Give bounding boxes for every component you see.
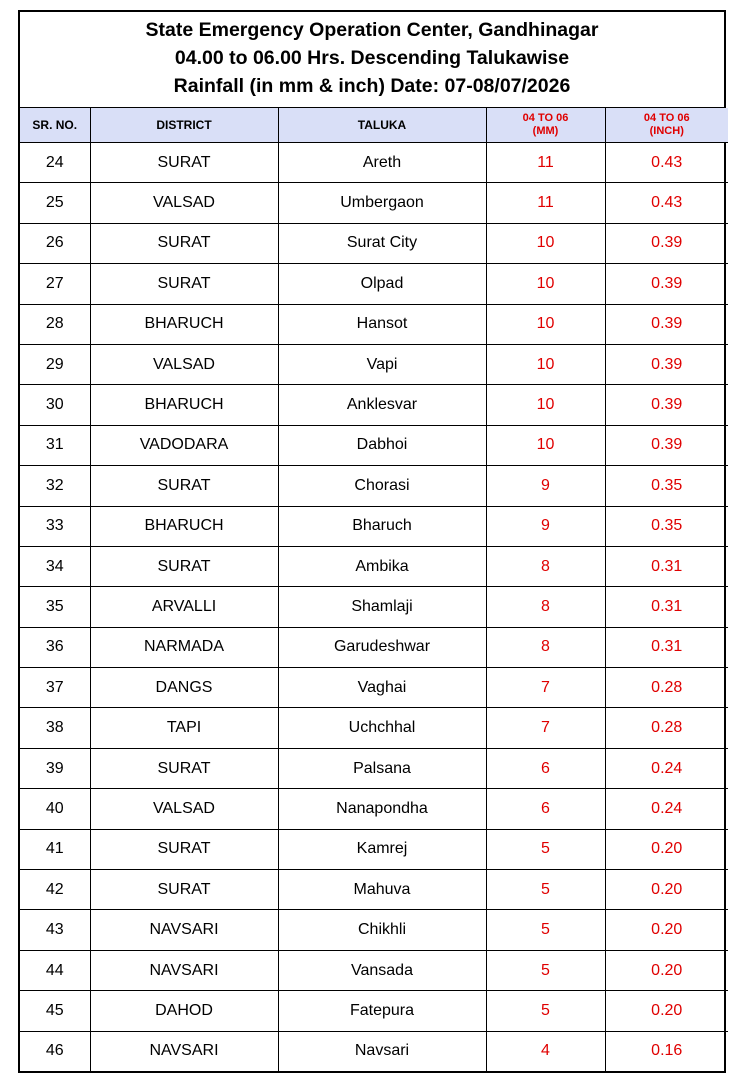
table-row <box>20 425 728 465</box>
header-taluka: TALUKA <box>278 108 486 143</box>
cell-rainfall-mm: 9 <box>486 506 605 546</box>
cell-sr-no: 43 <box>20 910 90 950</box>
cell-rainfall-inch: 0.28 <box>605 708 728 748</box>
cell-rainfall-mm: 8 <box>486 587 605 627</box>
cell-district: BHARUCH <box>90 506 278 546</box>
cell-rainfall-mm: 11 <box>486 183 605 223</box>
cell-rainfall-mm: 10 <box>486 425 605 465</box>
cell-district: SURAT <box>90 466 278 506</box>
cell-district: BHARUCH <box>90 385 278 425</box>
table-row <box>20 748 728 788</box>
cell-sr-no: 30 <box>20 385 90 425</box>
cell-taluka: Garudeshwar <box>278 627 486 667</box>
cell-district: VADODARA <box>90 425 278 465</box>
cell-sr-no: 40 <box>20 789 90 829</box>
cell-taluka: Fatepura <box>278 991 486 1031</box>
header-mm-line-1: 04 TO 06 <box>522 112 569 124</box>
cell-taluka: Bharuch <box>278 506 486 546</box>
cell-rainfall-inch: 0.24 <box>605 748 728 788</box>
cell-rainfall-inch: 0.39 <box>605 264 728 304</box>
cell-rainfall-mm: 10 <box>486 264 605 304</box>
cell-taluka: Vapi <box>278 344 486 384</box>
cell-rainfall-mm: 7 <box>486 668 605 708</box>
cell-rainfall-inch: 0.43 <box>605 183 728 223</box>
title-line-3: Rainfall (in mm & inch) Date: 07-08/07/2026 <box>173 75 571 97</box>
cell-taluka: Mahuva <box>278 870 486 910</box>
cell-sr-no: 25 <box>20 183 90 223</box>
table-row <box>20 708 728 748</box>
cell-taluka: Vansada <box>278 950 486 990</box>
table-row <box>20 143 728 183</box>
title-line-2: 04.00 to 06.00 Hrs. Descending Talukawise <box>174 47 570 69</box>
cell-sr-no: 33 <box>20 506 90 546</box>
cell-rainfall-inch: 0.35 <box>605 466 728 506</box>
table-row <box>20 1031 728 1071</box>
rainfall-table <box>20 108 728 1071</box>
cell-rainfall-inch: 0.31 <box>605 546 728 586</box>
title-line-1: State Emergency Operation Center, Gandhinagar <box>145 19 599 41</box>
cell-taluka: Chikhli <box>278 910 486 950</box>
cell-rainfall-inch: 0.20 <box>605 870 728 910</box>
cell-rainfall-mm: 8 <box>486 546 605 586</box>
cell-sr-no: 45 <box>20 991 90 1031</box>
cell-sr-no: 24 <box>20 143 90 183</box>
table-row <box>20 870 728 910</box>
header-inch-line-2: (INCH) <box>649 125 684 137</box>
cell-taluka: Shamlaji <box>278 587 486 627</box>
cell-rainfall-inch: 0.20 <box>605 950 728 990</box>
cell-taluka: Chorasi <box>278 466 486 506</box>
table-row <box>20 183 728 223</box>
cell-rainfall-mm: 5 <box>486 829 605 869</box>
cell-rainfall-inch: 0.39 <box>605 223 728 263</box>
cell-district: BHARUCH <box>90 304 278 344</box>
cell-rainfall-mm: 6 <box>486 748 605 788</box>
cell-district: SURAT <box>90 870 278 910</box>
cell-sr-no: 44 <box>20 950 90 990</box>
table-row <box>20 546 728 586</box>
cell-taluka: Areth <box>278 143 486 183</box>
cell-rainfall-inch: 0.16 <box>605 1031 728 1071</box>
cell-district: NAVSARI <box>90 950 278 990</box>
table-body <box>20 143 728 1071</box>
cell-district: SURAT <box>90 143 278 183</box>
cell-rainfall-mm: 10 <box>486 304 605 344</box>
cell-sr-no: 28 <box>20 304 90 344</box>
cell-sr-no: 46 <box>20 1031 90 1071</box>
cell-sr-no: 31 <box>20 425 90 465</box>
cell-rainfall-inch: 0.43 <box>605 143 728 183</box>
cell-taluka: Anklesvar <box>278 385 486 425</box>
cell-sr-no: 39 <box>20 748 90 788</box>
table-header-row <box>20 108 728 143</box>
cell-rainfall-mm: 10 <box>486 223 605 263</box>
table-row <box>20 223 728 263</box>
cell-rainfall-mm: 7 <box>486 708 605 748</box>
cell-rainfall-inch: 0.35 <box>605 506 728 546</box>
cell-district: SURAT <box>90 748 278 788</box>
cell-rainfall-mm: 8 <box>486 627 605 667</box>
rainfall-report <box>18 10 726 1073</box>
table-row <box>20 466 728 506</box>
header-sr-no: SR. NO. <box>20 108 90 143</box>
cell-taluka: Dabhoi <box>278 425 486 465</box>
cell-district: SURAT <box>90 264 278 304</box>
cell-district: NAVSARI <box>90 910 278 950</box>
table-row <box>20 587 728 627</box>
cell-rainfall-inch: 0.31 <box>605 587 728 627</box>
cell-taluka: Ambika <box>278 546 486 586</box>
table-row <box>20 344 728 384</box>
cell-district: SURAT <box>90 829 278 869</box>
table-row <box>20 264 728 304</box>
cell-taluka: Kamrej <box>278 829 486 869</box>
cell-taluka: Navsari <box>278 1031 486 1071</box>
cell-rainfall-inch: 0.39 <box>605 385 728 425</box>
table-row <box>20 385 728 425</box>
report-title <box>20 12 724 108</box>
cell-taluka: Hansot <box>278 304 486 344</box>
cell-rainfall-mm: 5 <box>486 910 605 950</box>
cell-district: VALSAD <box>90 344 278 384</box>
cell-rainfall-mm: 4 <box>486 1031 605 1071</box>
cell-taluka: Palsana <box>278 748 486 788</box>
cell-district: VALSAD <box>90 789 278 829</box>
cell-taluka: Uchchhal <box>278 708 486 748</box>
cell-sr-no: 35 <box>20 587 90 627</box>
cell-rainfall-mm: 5 <box>486 991 605 1031</box>
cell-taluka: Olpad <box>278 264 486 304</box>
cell-district: SURAT <box>90 223 278 263</box>
cell-taluka: Vaghai <box>278 668 486 708</box>
cell-rainfall-mm: 10 <box>486 344 605 384</box>
cell-sr-no: 37 <box>20 668 90 708</box>
header-inch-line-1: 04 TO 06 <box>643 112 690 124</box>
cell-sr-no: 26 <box>20 223 90 263</box>
header-mm-line-2: (MM) <box>532 125 559 137</box>
cell-district: ARVALLI <box>90 587 278 627</box>
cell-sr-no: 34 <box>20 546 90 586</box>
cell-district: NARMADA <box>90 627 278 667</box>
table-row <box>20 991 728 1031</box>
table-row <box>20 910 728 950</box>
cell-rainfall-inch: 0.39 <box>605 425 728 465</box>
cell-sr-no: 29 <box>20 344 90 384</box>
table-row <box>20 668 728 708</box>
table-row <box>20 789 728 829</box>
cell-taluka: Surat City <box>278 223 486 263</box>
cell-sr-no: 42 <box>20 870 90 910</box>
cell-rainfall-mm: 10 <box>486 385 605 425</box>
cell-rainfall-inch: 0.39 <box>605 304 728 344</box>
cell-district: DANGS <box>90 668 278 708</box>
table-row <box>20 627 728 667</box>
cell-taluka: Nanapondha <box>278 789 486 829</box>
cell-rainfall-mm: 9 <box>486 466 605 506</box>
cell-rainfall-mm: 5 <box>486 870 605 910</box>
cell-sr-no: 27 <box>20 264 90 304</box>
cell-sr-no: 32 <box>20 466 90 506</box>
table-row <box>20 506 728 546</box>
cell-district: VALSAD <box>90 183 278 223</box>
table-row <box>20 304 728 344</box>
cell-sr-no: 36 <box>20 627 90 667</box>
cell-rainfall-inch: 0.20 <box>605 991 728 1031</box>
cell-sr-no: 41 <box>20 829 90 869</box>
table-row <box>20 950 728 990</box>
cell-district: TAPI <box>90 708 278 748</box>
cell-district: DAHOD <box>90 991 278 1031</box>
header-mm <box>486 108 605 143</box>
cell-rainfall-inch: 0.28 <box>605 668 728 708</box>
cell-rainfall-inch: 0.31 <box>605 627 728 667</box>
cell-district: SURAT <box>90 546 278 586</box>
cell-district: NAVSARI <box>90 1031 278 1071</box>
cell-rainfall-inch: 0.39 <box>605 344 728 384</box>
cell-sr-no: 38 <box>20 708 90 748</box>
header-district: DISTRICT <box>90 108 278 143</box>
cell-rainfall-inch: 0.20 <box>605 829 728 869</box>
cell-taluka: Umbergaon <box>278 183 486 223</box>
cell-rainfall-mm: 11 <box>486 143 605 183</box>
header-inch <box>605 108 728 143</box>
cell-rainfall-inch: 0.20 <box>605 910 728 950</box>
cell-rainfall-inch: 0.24 <box>605 789 728 829</box>
cell-rainfall-mm: 5 <box>486 950 605 990</box>
table-row <box>20 829 728 869</box>
cell-rainfall-mm: 6 <box>486 789 605 829</box>
